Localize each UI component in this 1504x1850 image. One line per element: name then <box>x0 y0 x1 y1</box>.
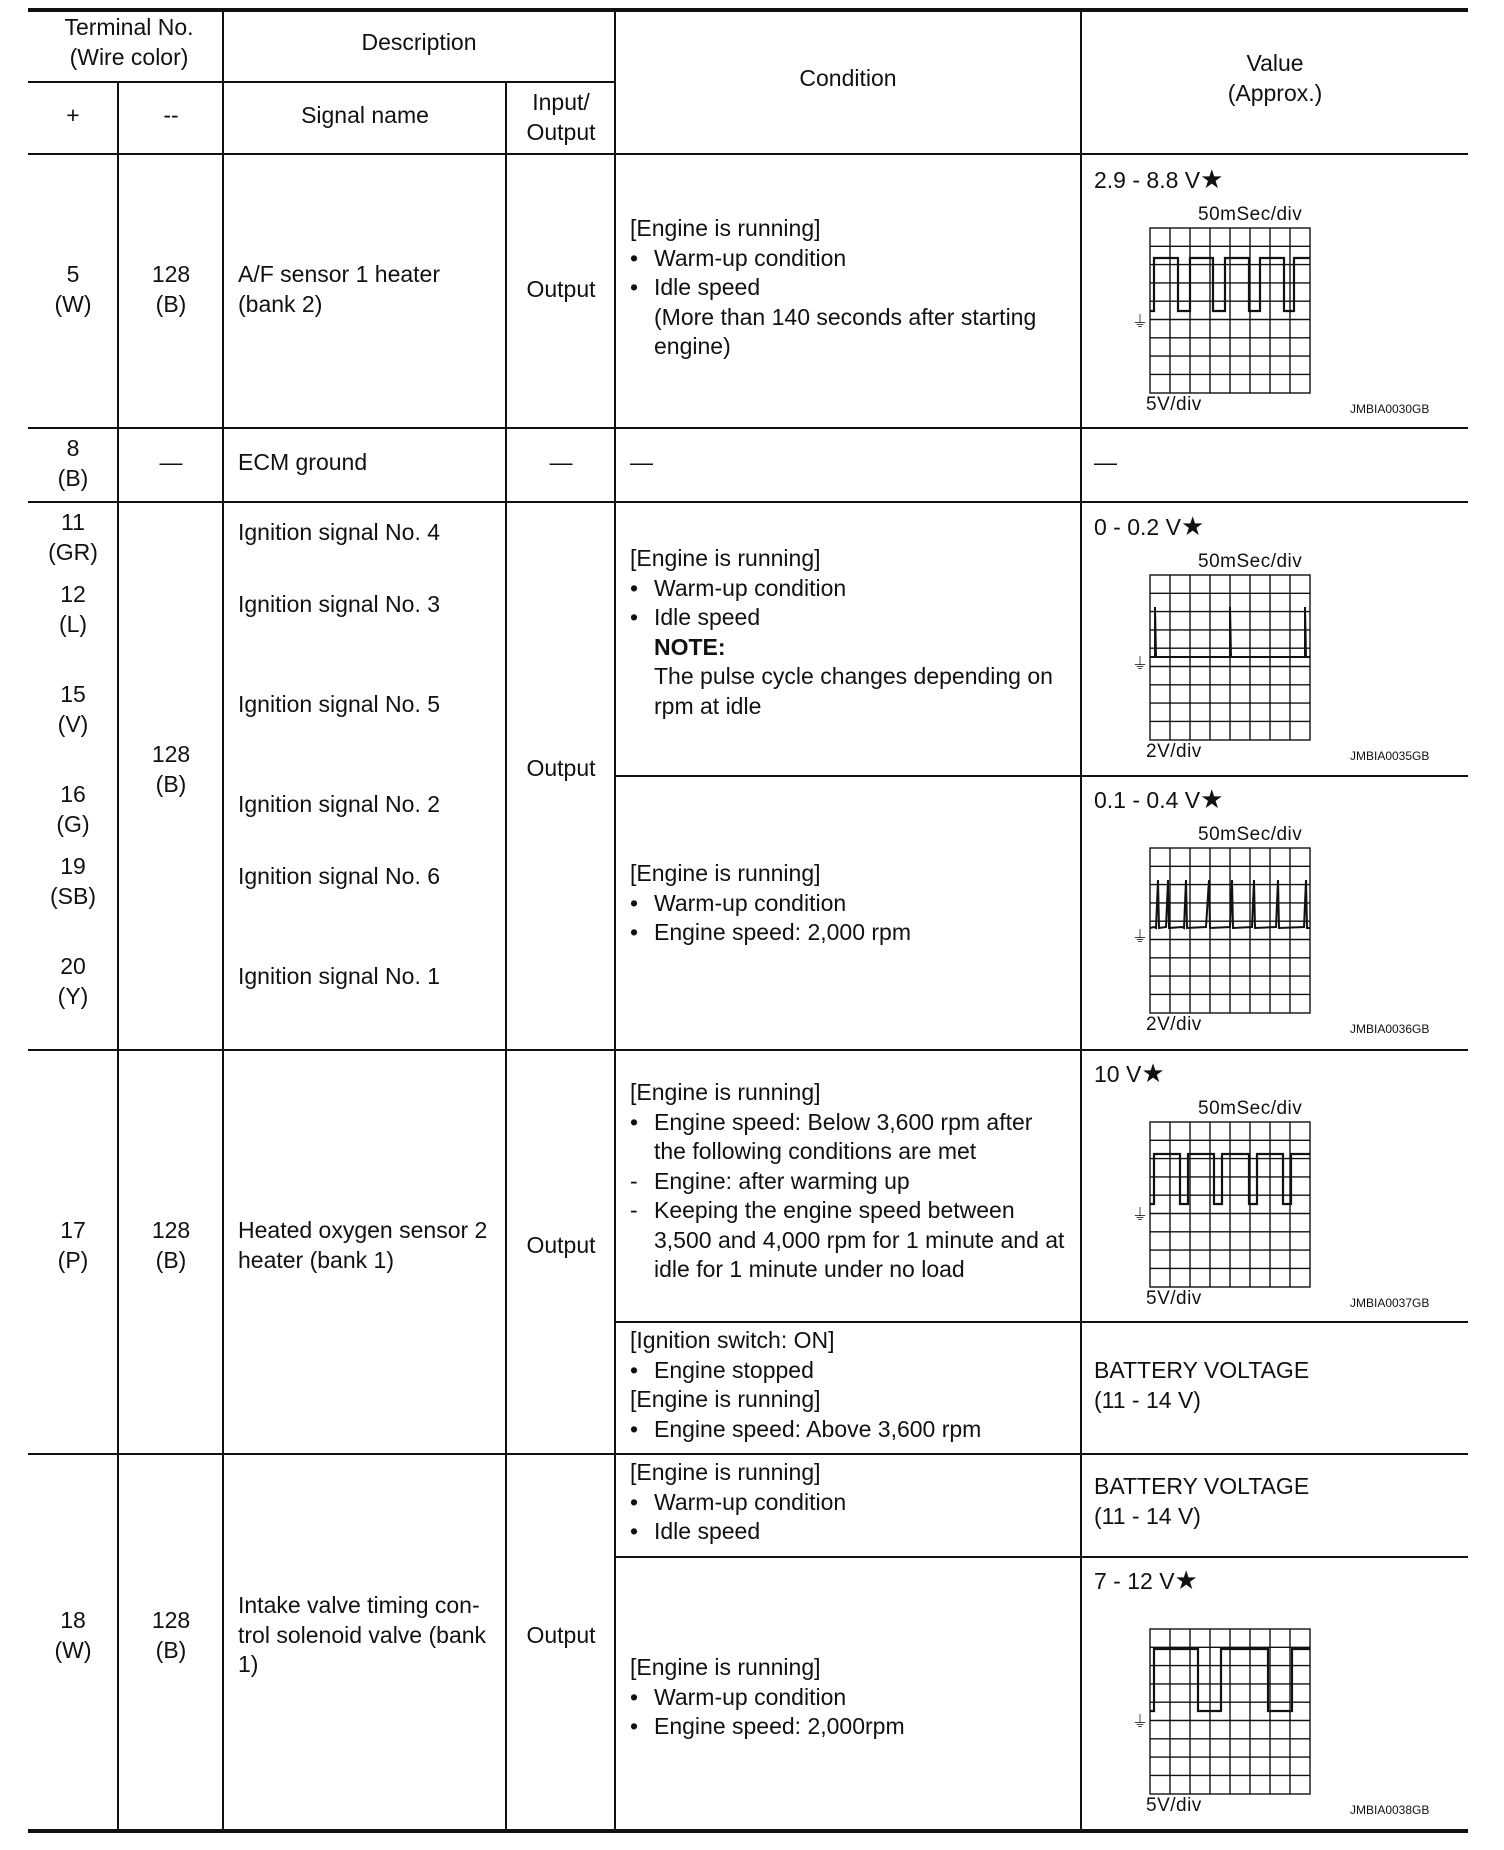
rule-header-bottom <box>28 153 1468 155</box>
list-item <box>630 633 1053 663</box>
row3-plus-16-no: 16 <box>60 781 86 807</box>
scope-2-period: 50mSec/div <box>1198 551 1303 572</box>
row5a-cond-list <box>630 1488 846 1547</box>
row1-value-text: 2.9 - 8.8 V <box>1094 167 1201 193</box>
row1-signal-line2: (bank 2) <box>238 290 323 317</box>
scope-5-graph <box>1082 1601 1468 1823</box>
scope-4-period: 50mSec/div <box>1198 1098 1303 1119</box>
row3-plus-11-no: 11 <box>61 509 85 535</box>
scope-grid <box>1150 848 1310 1013</box>
row4-io: Output <box>526 1232 596 1258</box>
row2-io: — <box>549 449 573 475</box>
row3-plus-12-no: 12 <box>60 581 86 607</box>
header-value <box>1082 49 1468 108</box>
row1-cond-b2: Idle speed <box>654 274 761 300</box>
header-terminal-no <box>28 13 230 72</box>
row1-minus-no: 128 <box>151 261 191 287</box>
row3-plus-19 <box>28 852 118 911</box>
scope-3-vdiv: 2V/div <box>1146 1014 1202 1035</box>
scope-3-graph <box>1082 820 1468 1042</box>
row5-signal <box>238 1591 486 1680</box>
rule-row4-mid <box>614 1321 1468 1323</box>
list-item <box>630 332 1036 362</box>
rule-row3-mid <box>614 775 1468 777</box>
row2-minus: — <box>159 449 183 475</box>
header-description: Description <box>361 29 477 55</box>
list-item <box>630 692 1053 722</box>
scope-4-graph <box>1082 1094 1468 1316</box>
list-item: • Warm-up condition <box>630 1683 847 1710</box>
list-item <box>630 1108 1064 1138</box>
row3a-cond-note-label: NOTE: <box>654 633 726 660</box>
row1-cond-b1: Warm-up condition <box>654 244 847 271</box>
row5a-cond-b2: Idle speed <box>654 1518 761 1544</box>
row3-plus-15-color: (V) <box>57 710 89 737</box>
row5a-value-line2: (11 - 14 V) <box>1094 1502 1201 1529</box>
row4a-cond-heading: [Engine is running] <box>630 1079 821 1105</box>
row3-plus-15 <box>28 680 118 739</box>
header-value-line1: Value <box>1246 50 1304 76</box>
row1-minus-color: (B) <box>155 290 187 317</box>
row2-value: — <box>1094 449 1117 475</box>
list-item: • Warm-up condition <box>630 574 847 601</box>
row5b-cond-b1: Warm-up condition <box>654 1683 847 1710</box>
row3a-cond-note2: rpm at idle <box>654 692 762 719</box>
rule-row3-bottom <box>28 1049 1468 1051</box>
row3-minus <box>119 740 223 799</box>
scope-4-vdiv: 5V/div <box>1146 1288 1202 1309</box>
header-value-line2: (Approx.) <box>1227 79 1323 106</box>
row1-signal-line1: A/F sensor 1 heater <box>238 261 440 287</box>
row5b-value-text: 7 - 12 V <box>1094 1568 1175 1594</box>
row4-plus-color: (P) <box>57 1246 89 1273</box>
row5-minus-color: (B) <box>155 1636 187 1663</box>
ground-icon: ⏚ <box>1132 1712 1149 1731</box>
row4a-item3-l1: Keeping the engine speed between <box>654 1197 1015 1223</box>
row5-minus <box>119 1606 223 1665</box>
row1-cond-extra1: (More than 140 seconds after starting <box>654 303 1037 330</box>
list-item <box>630 1167 1064 1197</box>
row1-value <box>1094 165 1223 196</box>
list-item: • Warm-up condition <box>630 244 847 271</box>
row4b-cond-b2: Engine speed: Above 3,600 rpm <box>654 1415 982 1442</box>
scope-3-period: 50mSec/div <box>1198 824 1303 845</box>
row5-minus-no: 128 <box>151 1607 191 1633</box>
rule-header-mid <box>28 81 614 83</box>
ground-icon: ⏚ <box>1132 927 1149 946</box>
scope-4-code: JMBIA0037GB <box>1350 1296 1430 1310</box>
row5b-value <box>1094 1566 1198 1597</box>
ground-icon: ⏚ <box>1132 312 1149 331</box>
row3-signal-4: Ignition signal No. 2 <box>238 791 441 817</box>
row4a-item3-l3: idle for 1 minute under no load <box>654 1256 965 1282</box>
header-plus: + <box>66 102 80 128</box>
scope-2-vdiv: 2V/div <box>1146 741 1202 762</box>
header-io <box>507 88 615 147</box>
list-item: • Idle speed <box>630 1518 761 1544</box>
row3-signal-3: Ignition signal No. 5 <box>238 691 441 717</box>
row3b-cond-b2: Engine speed: 2,000 rpm <box>654 919 912 945</box>
scope-1-code: JMBIA0030GB <box>1350 402 1430 416</box>
row4b-cond-list1 <box>630 1356 981 1386</box>
row3-plus-19-color: (SB) <box>50 882 96 909</box>
row3-plus-15-no: 15 <box>60 681 86 707</box>
row4a-mark1: • <box>630 1108 639 1135</box>
row4b-condition <box>630 1326 981 1444</box>
row1-condition <box>630 214 1036 362</box>
scope-1-vdiv: 5V/div <box>1146 394 1202 415</box>
rule-row4-bottom <box>28 1453 1468 1455</box>
row5-io: Output <box>526 1622 596 1648</box>
row4a-item1-l2: the following conditions are met <box>654 1138 977 1164</box>
row5-signal-line3: 1) <box>238 1651 259 1677</box>
header-condition: Condition <box>799 65 897 91</box>
row4-plus-no: 17 <box>60 1217 86 1243</box>
rule-row2-bottom <box>28 501 1468 503</box>
header-io-line2: Output <box>526 118 596 145</box>
star-icon: ★ <box>1174 1565 1198 1595</box>
row4-minus-no: 128 <box>151 1217 191 1243</box>
row5-plus-color: (W) <box>54 1636 92 1663</box>
row4-signal <box>238 1216 487 1275</box>
row1-io: Output <box>526 276 596 302</box>
row4a-condition <box>630 1078 1064 1285</box>
scope-2-code: JMBIA0035GB <box>1350 749 1430 763</box>
row3b-value-text: 0.1 - 0.4 V <box>1094 787 1201 813</box>
rule-top <box>28 8 1468 12</box>
row4b-cond-heading1: [Ignition switch: ON] <box>630 1327 835 1353</box>
row3-signal-1: Ignition signal No. 4 <box>238 519 441 545</box>
row3-plus-12 <box>28 580 118 639</box>
scope-1 <box>1082 200 1468 420</box>
row3b-cond-b1: Warm-up condition <box>654 889 847 916</box>
list-item <box>630 1196 1064 1226</box>
row3b-value <box>1094 785 1223 816</box>
row1-plus-no: 5 <box>66 261 80 287</box>
row3-plus-20-color: (Y) <box>57 982 89 1009</box>
list-item: • Engine speed: 2,000rpm <box>630 1713 905 1739</box>
row4-signal-line2: heater (bank 1) <box>238 1246 394 1273</box>
row4b-cond-b1: Engine stopped <box>654 1356 814 1383</box>
list-item <box>630 1226 1064 1256</box>
row2-condition: — <box>630 449 653 475</box>
row4b-value-line2: (11 - 14 V) <box>1094 1386 1201 1413</box>
scope-1-graph <box>1082 200 1468 420</box>
row4b-cond-heading2: [Engine is running] <box>630 1386 821 1412</box>
list-item: • Idle speed <box>630 604 761 630</box>
row4b-cond-list2 <box>630 1415 981 1445</box>
star-icon: ★ <box>1200 784 1224 814</box>
row5a-value <box>1094 1472 1309 1531</box>
row1-signal <box>238 260 440 319</box>
list-item <box>630 303 1036 333</box>
list-item: • Engine stopped <box>630 1356 814 1383</box>
row3b-condition <box>630 859 911 948</box>
row2-signal: ECM ground <box>238 449 368 475</box>
row5-signal-line2: trol solenoid valve (bank <box>238 1621 487 1648</box>
scope-2-waveform <box>1150 607 1310 657</box>
star-icon: ★ <box>1180 511 1205 541</box>
ground-icon: ⏚ <box>1132 1205 1149 1224</box>
row3a-value <box>1094 512 1204 543</box>
header-signal-name: Signal name <box>301 102 429 128</box>
row3-plus-16 <box>28 780 118 839</box>
scope-3 <box>1082 820 1468 1042</box>
list-item <box>630 1137 1064 1167</box>
scope-5-code: JMBIA0038GB <box>1350 1803 1430 1817</box>
row3a-cond-note1: The pulse cycle changes depending on <box>654 663 1053 689</box>
row3-signal-6: Ignition signal No. 1 <box>238 963 441 989</box>
row5a-condition <box>630 1458 846 1547</box>
row5a-cond-b1: Warm-up condition <box>654 1488 847 1515</box>
row4-minus-color: (B) <box>155 1246 187 1273</box>
header-minus: -- <box>163 102 179 128</box>
row4-minus <box>119 1216 223 1275</box>
row1-plus-color: (W) <box>54 290 92 317</box>
row3-plus-20-no: 20 <box>60 953 86 979</box>
row4a-cond-list <box>630 1108 1064 1285</box>
row3b-cond-heading: [Engine is running] <box>630 860 821 886</box>
row4a-item2-l1: Engine: after warming up <box>654 1167 910 1194</box>
row1-cond-list <box>630 244 1036 362</box>
row2-plus-color: (B) <box>57 464 89 491</box>
row4a-item3-l2: 3,500 and 4,000 rpm for 1 minute and at <box>654 1226 1065 1253</box>
row4b-value <box>1094 1356 1309 1415</box>
row5a-cond-heading: [Engine is running] <box>630 1459 821 1485</box>
row5b-condition <box>630 1653 905 1742</box>
list-item <box>630 662 1053 692</box>
header-io-line1: Input/ <box>532 89 590 115</box>
row3-plus-12-color: (L) <box>58 610 88 637</box>
row3-signal-5: Ignition signal No. 6 <box>238 863 441 889</box>
star-icon: ★ <box>1141 1058 1165 1088</box>
row5b-cond-b2: Engine speed: 2,000rpm <box>654 1713 905 1739</box>
row1-cond-heading: [Engine is running] <box>630 215 821 241</box>
row5b-cond-heading: [Engine is running] <box>630 1654 821 1680</box>
row5-plus <box>28 1606 118 1665</box>
star-icon: ★ <box>1200 164 1224 194</box>
row5-signal-line1: Intake valve timing con- <box>238 1592 480 1618</box>
row4a-item1-l1: Engine speed: Below 3,600 rpm after <box>654 1108 1033 1135</box>
row4a-mark3: - <box>630 1197 638 1223</box>
header-terminal-no-line1: Terminal No. <box>64 14 194 40</box>
row3a-value-text: 0 - 0.2 V <box>1094 514 1181 540</box>
row3a-cond-b1: Warm-up condition <box>654 574 847 601</box>
row3a-cond-list <box>630 574 1053 722</box>
row4-signal-line1: Heated oxygen sensor 2 <box>238 1217 488 1243</box>
row1-cond-extra2: engine) <box>654 333 731 359</box>
scope-1-period: 50mSec/div <box>1198 204 1303 225</box>
list-item <box>630 1255 1064 1285</box>
scope-3-code: JMBIA0036GB <box>1350 1022 1430 1036</box>
row3-plus-19-no: 19 <box>60 853 86 879</box>
list-item: • Engine speed: Above 3,600 rpm <box>630 1415 982 1442</box>
list-item: • Idle speed <box>630 274 761 300</box>
row4a-value <box>1094 1059 1165 1090</box>
row4-plus <box>28 1216 118 1275</box>
row5a-value-line1: BATTERY VOLTAGE <box>1094 1473 1310 1499</box>
header-terminal-no-line2: (Wire color) <box>69 43 189 70</box>
row4a-mark2: - <box>630 1167 638 1194</box>
rule-row1-bottom <box>28 427 1468 429</box>
row1-plus <box>28 260 118 319</box>
row5b-cond-list <box>630 1683 905 1742</box>
row2-plus <box>28 434 118 493</box>
ground-icon: ⏚ <box>1132 654 1149 673</box>
list-item: • Warm-up condition <box>630 889 847 916</box>
rule-bottom <box>28 1829 1468 1833</box>
scope-5-vdiv: 5V/div <box>1146 1795 1202 1816</box>
row3b-cond-list <box>630 889 911 948</box>
row3-signal-2: Ignition signal No. 3 <box>238 591 441 617</box>
scope-2-graph <box>1082 547 1468 769</box>
row4b-value-line1: BATTERY VOLTAGE <box>1094 1357 1310 1383</box>
row3-plus-11-color: (GR) <box>48 538 98 565</box>
row3-plus-20 <box>28 952 118 1011</box>
row3a-condition <box>630 544 1053 721</box>
list-item: • Engine speed: 2,000 rpm <box>630 919 912 945</box>
row1-minus <box>119 260 223 319</box>
row4a-value-text: 10 V <box>1094 1061 1142 1087</box>
row5-plus-no: 18 <box>60 1607 86 1633</box>
scope-4 <box>1082 1094 1468 1316</box>
row3-io: Output <box>526 755 596 781</box>
list-item: • Warm-up condition <box>630 1488 847 1515</box>
row3-minus-no: 128 <box>151 741 191 767</box>
col-rule-3 <box>505 81 507 1831</box>
row2-plus-no: 8 <box>66 435 80 461</box>
rule-row5-mid <box>614 1556 1468 1558</box>
row3a-cond-heading: [Engine is running] <box>630 545 821 571</box>
row3-plus-11 <box>28 508 118 567</box>
row3-plus-16-color: (G) <box>56 810 90 837</box>
row3a-cond-b2: Idle speed <box>654 604 761 630</box>
scope-5 <box>1082 1601 1468 1823</box>
row3-minus-color: (B) <box>155 770 187 797</box>
scope-2 <box>1082 547 1468 769</box>
